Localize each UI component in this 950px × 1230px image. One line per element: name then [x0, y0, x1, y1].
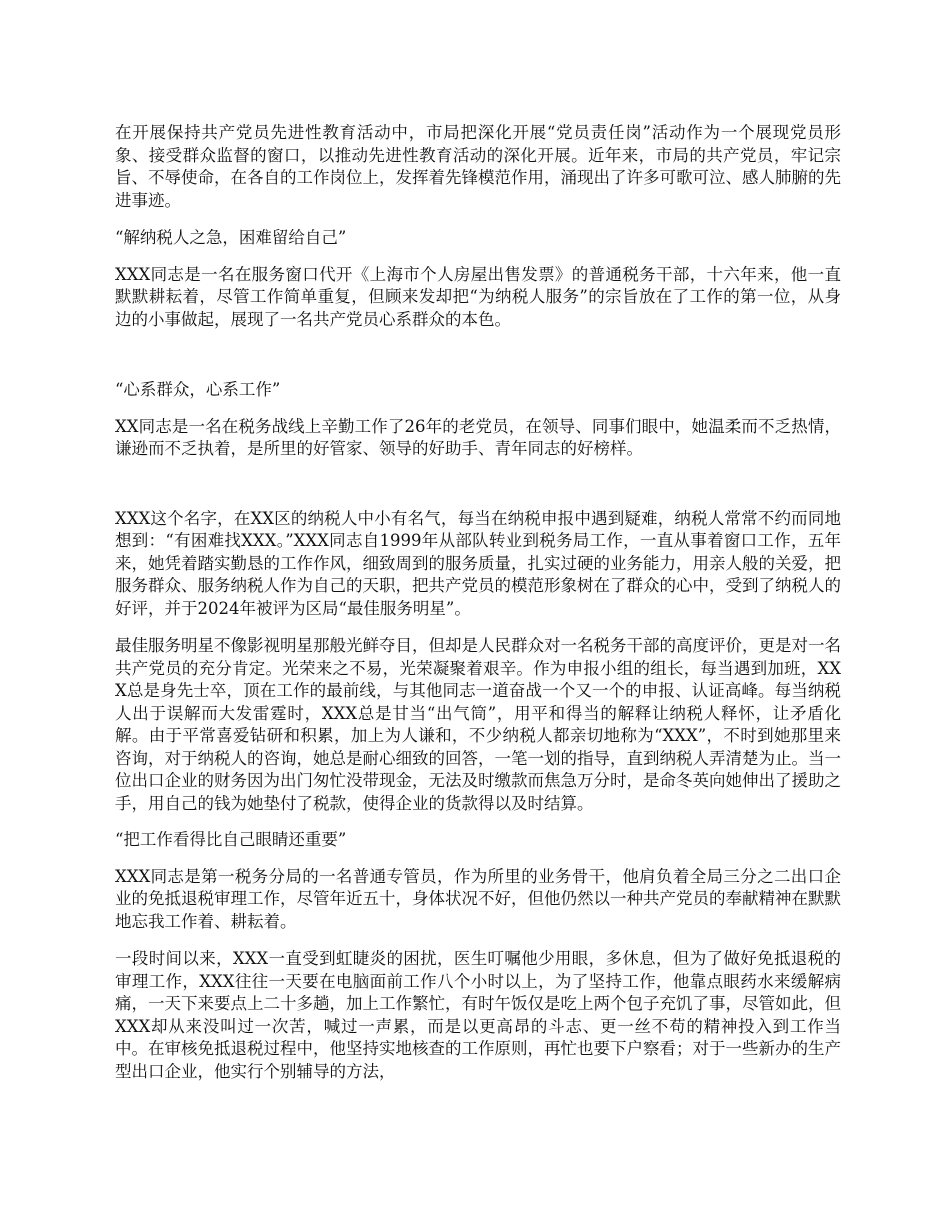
paragraph-section-2: XX同志是一名在税务战线上辛勤工作了26年的老党员，在领导、同事们眼中，她温柔而不乏热情，谦逊而不乏执着，是所里的好管家、领导的好助手、青年同志的好榜样。 [115, 416, 841, 458]
section-heading-1: “解纳税人之急，困难留给自己” [115, 228, 347, 247]
paragraph-intro: 在开展保持共产党员先进性教育活动中，市局把深化开展“党员责任岗”活动作为一个展现党员形象、接受群众监督的窗口，以推动先进性教育活动的深化开展。近年来，市局的共产党员，牢记宗旨、不辱使命，在各自的工作岗位上，发挥着先锋模范作用，涌现出了许多可歌可泣、感人肺腑的先进事迹。 [115, 123, 841, 210]
paragraph-section-1: XXX同志是一名在服务窗口代开《上海市个人房屋出售发票》的普通税务干部，十六年来，他一直默默耕耘着，尽管工作简单重复，但顾来发却把“为纳税人服务”的宗旨放在了工作的第一位，从身边的小事做起，展现了一名共产党员心系群众的本色。 [115, 264, 841, 329]
document-page [115, 122, 841, 1083]
paragraph-section-2-story: XXX这个名字，在XX区的纳税人中小有名气，每当在纳税申报中遇到疑难，纳税人常常不约而同地想到：“有困难找XXX。”XXX同志自1999年从部队转业到税务局工作，一直从事着窗口工作，五年来，她凭着踏实勤恳的工作作风，细致周到的服务质量，扎实过硬的业务能力，用亲人般的关爱，把服务群众、服务纳税人作为自己的天职，把共产党员的模范形象树在了群众的心中，受到了纳税人的好评，并于2024年被评为区局“最佳服务明星”。 [115, 508, 841, 618]
section-heading-2: “心系群众，心系工作” [115, 380, 281, 399]
section-heading-3: “把工作看得比自己眼睛还重要” [115, 830, 347, 849]
paragraph-section-3: XXX同志是第一税务分局的一名普通专管员，作为所里的业务骨干，他肩负着全局三分之二出口企业的免抵退税审理工作，尽管年近五十，身体状况不好，但他仍然以一种共产党员的奉献精神在默默地忘我工作着、耕耘着。 [115, 866, 841, 931]
paragraph-section-3-detail: 一段时间以来，XXX一直受到虹睫炎的困扰，医生叮嘱他少用眼，多休息，但为了做好免抵退税的审理工作，XXX往往一天要在电脑面前工作八个小时以上，为了坚持工作，他靠点眼药水来缓解病痛，一天下来要点上二十多趟，加上工作繁忙，有时午饭仅是吃上两个包子充饥了事，尽管如此，但XXX却从来没叫过一次苦，喊过一声累，而是以更高昂的斗志、更一丝不苟的精神投入到工作当中。在审核免抵退税过程中，他坚持实地核查的工作原则，再忙也要下户察看；对于一些新办的生产型出口企业，他实行个别辅导的方法， [115, 949, 841, 1081]
paragraph-section-2-detail: 最佳服务明星不像影视明星那般光鲜夺目，但却是人民群众对一名税务干部的高度评价，更是对一名共产党员的充分肯定。光荣来之不易，光荣凝聚着艰辛。作为申报小组的组长，每当遇到加班，XXX总是身先士卒，顶在工作的最前线，与其他同志一道奋战一个又一个的申报、认证高峰。每当纳税人出于误解而大发雷霆时，XXX总是甘当“出气筒”，用平和得当的解释让纳税人释怀，让矛盾化解。由于平常喜爱钻研和积累，加上为人谦和，不少纳税人都亲切地称为“XXX”，不时到她那里来咨询，对于纳税人的咨询，她总是耐心细致的回答，一笔一划的指导，直到纳税人弄清楚为止。当一位出口企业的财务因为出门匆忙没带现金，无法及时缴款而焦急万分时，是命冬英向她伸出了援助之手，用自己的钱为她垫付了税款，使得企业的货款得以及时结算。 [115, 636, 841, 813]
